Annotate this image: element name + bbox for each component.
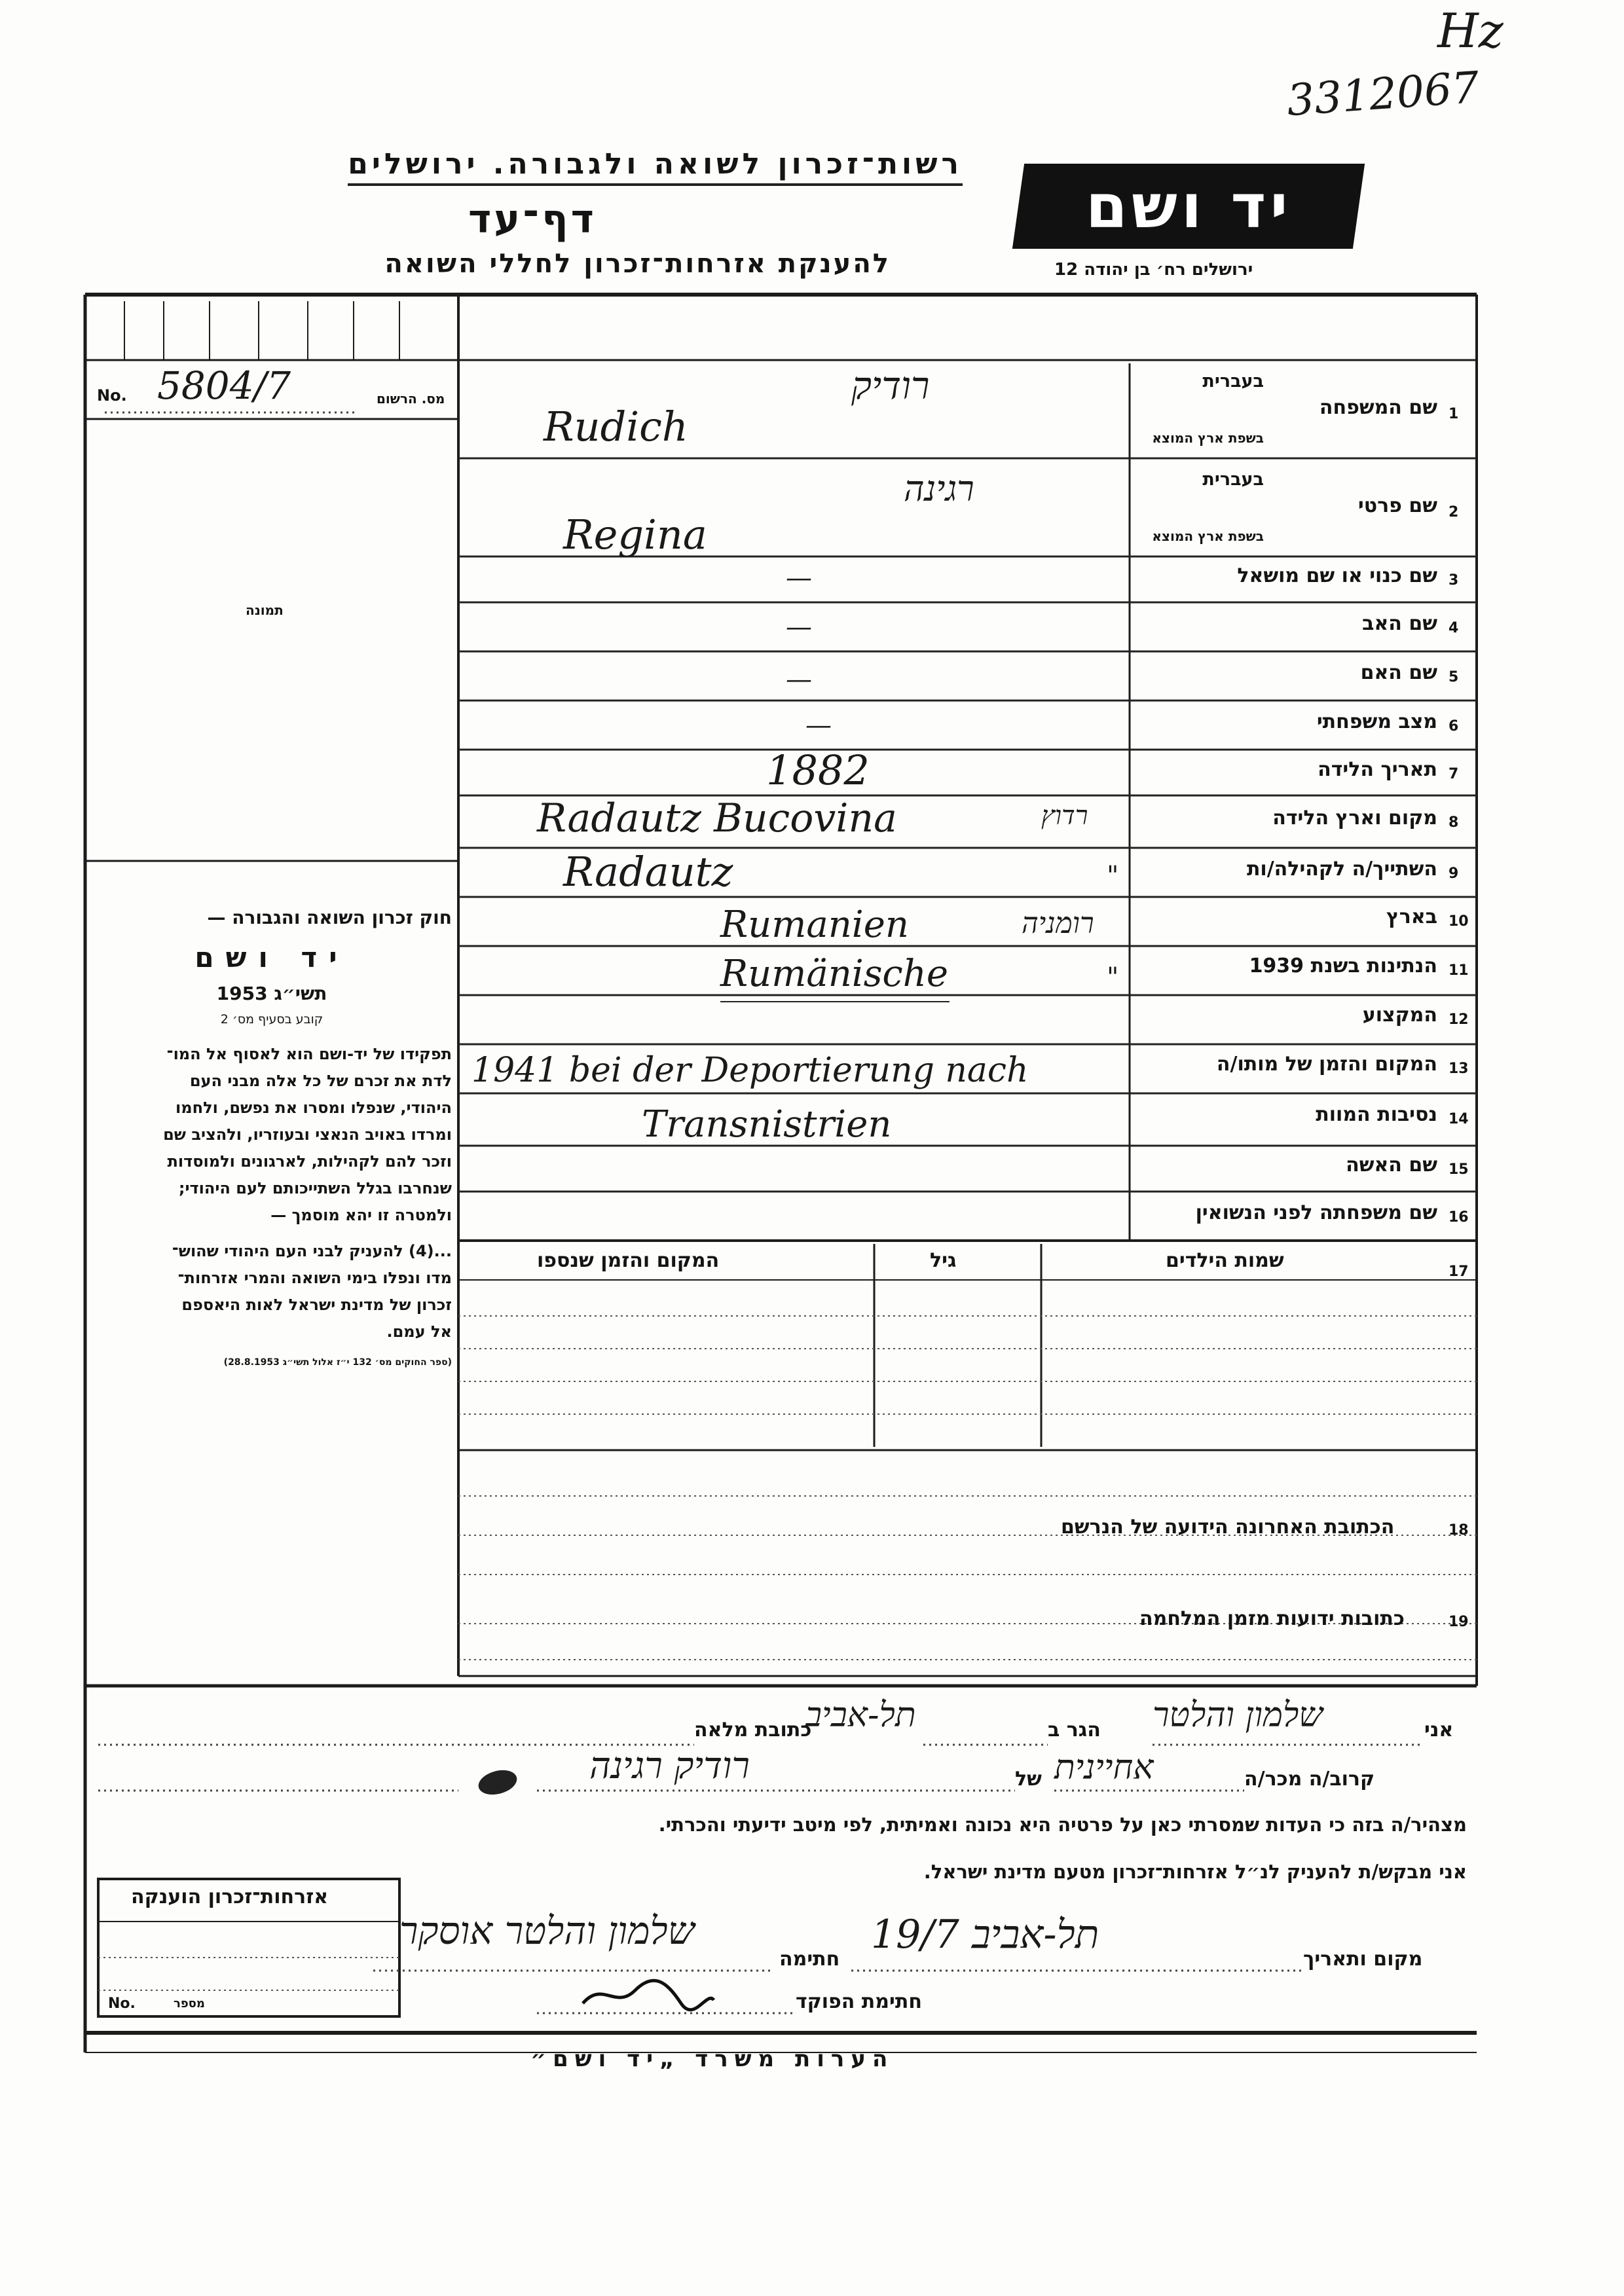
- law-clause: קובע בסעיף מס׳ 2: [220, 1012, 323, 1027]
- community-ditto: ": [1107, 861, 1119, 891]
- field-number: 7: [1449, 766, 1459, 782]
- field-label: שם האם: [1360, 661, 1437, 684]
- field-number: 6: [1449, 718, 1459, 735]
- heb-family-name: רודיק: [851, 363, 930, 408]
- registration-prefix: No.: [97, 386, 127, 405]
- children-col-place: המקום והזמן שנספו: [537, 1249, 720, 1272]
- death-circumstances-value: Transnistrien: [642, 1103, 892, 1146]
- law-line: היהודי, שנפלו ומסרו את נפשם, ולחמו: [175, 1099, 452, 1117]
- alias-value: —: [786, 563, 812, 593]
- field-number: 12: [1449, 1011, 1469, 1028]
- mother-value: —: [786, 665, 812, 695]
- address-18-num: 18: [1449, 1522, 1469, 1539]
- photo-label: תמונה: [246, 602, 284, 618]
- archive-number: 3312067: [1285, 62, 1481, 126]
- law-paragraph-2: [92, 1238, 452, 1345]
- field-label: שם המשפחה: [1319, 396, 1437, 419]
- declarant-name: שלמון והלטר: [1153, 1696, 1323, 1735]
- declaration-address-label: כתובת מלאה: [694, 1719, 812, 1741]
- field-label: המקום והזמן של מותו/ה: [1216, 1053, 1437, 1076]
- officer-signature-scribble: [576, 1977, 720, 2013]
- field-label: נסיבות המוות: [1316, 1103, 1437, 1126]
- law-line: זכרון של מדינת ישראל לאות היאספם: [181, 1296, 452, 1314]
- father-value: —: [786, 612, 812, 642]
- field-number: 10: [1449, 913, 1469, 930]
- officer-label: חתימת הפוקד: [796, 1990, 922, 2013]
- law-line: ולמטרה זו יהא מוסמך —: [270, 1206, 452, 1224]
- footer-remarks: הערות משרד „יד ושם״: [530, 2046, 895, 2072]
- law-line: לדת את זכרם של כל אלה מבני העם: [189, 1072, 452, 1090]
- declaration-statement: מצהיר/ה בזה כי העדות שמסרתי כאן על פרטיה היא נכונה ואמיתית, לפי מיטב ידיעתי והכרתי.: [658, 1813, 1467, 1836]
- field-label: מקום וארץ הלידה: [1272, 807, 1437, 829]
- field-number: 8: [1449, 814, 1459, 831]
- death-place-value: 1941 bei der Deportierung nach: [471, 1051, 1029, 1090]
- stamp-box-no-label: מספר: [174, 1997, 205, 2011]
- field-sub-hebrew: בעברית: [1202, 469, 1264, 490]
- field-label: תאריך הלידה: [1318, 758, 1437, 781]
- place-date-label: מקום ותאריך: [1303, 1948, 1423, 1971]
- field-number: 14: [1449, 1111, 1469, 1127]
- field-label: השתייך/ה לקהילה/ות: [1246, 858, 1437, 881]
- yad-vashem-logo: [1012, 164, 1365, 249]
- place-date-value: תל-אביב 19/7: [871, 1912, 1099, 1958]
- field-label: שם האב: [1362, 612, 1437, 635]
- signature-value: שלמון והלטר אוסקר: [399, 1908, 695, 1953]
- form-title: דף־עד: [468, 196, 597, 242]
- first-name-value: Regina: [563, 511, 707, 558]
- field-number: 11: [1449, 962, 1469, 979]
- field-label: הנתינות בשנת 1939: [1249, 955, 1437, 977]
- declaration-ani: אני: [1424, 1719, 1454, 1741]
- authority-title: רשות־זכרון לשואה ולגבורה. ירושלים: [348, 147, 963, 186]
- law-line: שנחרבו בגלל השתייכותם לעם היהודי;: [178, 1179, 452, 1197]
- field-number: 16: [1449, 1209, 1469, 1226]
- declarant-relation: אחיינית: [1054, 1748, 1154, 1787]
- logo-address: ירושלים רח׳ בן יהודה 12: [1054, 260, 1253, 280]
- field-number: 5: [1449, 669, 1459, 685]
- law-paragraph-1: [92, 1041, 452, 1229]
- field-sub-hebrew: בעברית: [1202, 371, 1264, 392]
- declarant-city: תל-אביב: [805, 1696, 916, 1735]
- address-19-label: כתובות ידועות מזמן המלחמה: [1139, 1607, 1405, 1630]
- country-heb: רומניה: [1022, 907, 1094, 940]
- field-number: 4: [1449, 620, 1459, 636]
- law-panel: [92, 907, 452, 1368]
- community-value: Radautz: [563, 848, 733, 896]
- citizenship-value: Rumänische: [720, 953, 949, 995]
- field-label: המקצוע: [1362, 1004, 1437, 1027]
- declaration-gar-label: הגר ב: [1048, 1719, 1101, 1741]
- field-number: 2: [1449, 504, 1459, 520]
- country-value: Rumanien: [720, 903, 909, 946]
- form-purpose: להענקת אזרחות־זכרון לחללי השואה: [384, 249, 891, 279]
- law-citation: (ספר החוקים מס׳ 132 י״ז אלול תשי״ג 28.8.1953): [223, 1357, 452, 1368]
- signature-label: חתימה: [779, 1948, 840, 1971]
- declaration-request: אני מבקש/ת להעניק לנ״ל אזרחות־זכרון מטעם מדינת ישראל.: [923, 1861, 1467, 1883]
- officer-signature-mark: [576, 1977, 720, 2013]
- address-18-label: הכתובת האחרונה הידועה של הנרשם: [1061, 1516, 1395, 1539]
- field-number: 1: [1449, 406, 1459, 422]
- law-line: אל עמם.: [386, 1322, 452, 1341]
- law-line: מדו ונפלו בימי השואה והמרי אזרחות־: [177, 1269, 452, 1287]
- field-number: 13: [1449, 1061, 1469, 1077]
- children-num: 17: [1449, 1264, 1469, 1280]
- field-label: שם כנוי או שם מושאל: [1237, 564, 1437, 587]
- law-year: תשי״ג 1953: [216, 983, 327, 1004]
- field-label: שם פרטי: [1357, 494, 1437, 517]
- declaration-of-name: רודיק רגינה: [589, 1745, 750, 1787]
- stamp-box-title: אזרחות־זכרון הוענקה: [131, 1886, 329, 1908]
- field-label: שם האשה: [1346, 1154, 1437, 1176]
- heb-first-name: רגינה: [904, 468, 974, 509]
- field-number: 15: [1449, 1161, 1469, 1178]
- registration-number: 5804/7: [157, 363, 291, 408]
- family-name-value: Rudich: [544, 403, 688, 450]
- birthdate-value: 1882: [766, 746, 870, 794]
- logo-text: יד ושם: [1085, 171, 1292, 242]
- field-label: שם משפחתה לפני הנשואין: [1195, 1201, 1437, 1224]
- stamp-box-no-prefix: No.: [108, 1995, 136, 2012]
- law-line: תפקידו של יד-ושם הוא לאסוף אל המו־: [166, 1045, 452, 1063]
- law-line: ומרדו באויב הנאצי ובעוזריו, ולהציב שם: [163, 1125, 452, 1144]
- birthplace-value: Radautz Bucovina: [537, 795, 897, 841]
- children-col-names: שמות הילדים: [1166, 1249, 1284, 1272]
- birthplace-heb: רדוץ: [1041, 801, 1088, 831]
- field-number: 3: [1449, 572, 1459, 589]
- field-sub-origin: בשפת ארץ המוצא: [1152, 430, 1264, 446]
- declaration-of-label: של: [1015, 1768, 1042, 1791]
- field-label: מצב משפחתי: [1316, 710, 1437, 733]
- field-label: בארץ: [1386, 905, 1437, 928]
- corner-code: Hz: [1437, 3, 1504, 58]
- citizenship-ditto: ": [1107, 962, 1119, 993]
- field-sub-origin: בשפת ארץ המוצא: [1152, 528, 1264, 544]
- address-19-num: 19: [1449, 1614, 1469, 1630]
- marital-value: —: [805, 710, 832, 740]
- registration-label: מס. הרשום: [377, 391, 445, 407]
- children-col-age: גיל: [930, 1249, 957, 1272]
- law-title: חוק זכרון השואה והגבורה —: [207, 907, 452, 928]
- law-line: וזכר להם לקהילות, לארגונים ולמוסדות: [167, 1152, 452, 1171]
- field-number: 9: [1449, 866, 1459, 882]
- declaration-relative-label: קרוב/ה מכר/ה: [1244, 1768, 1375, 1791]
- law-name: יד ושם: [194, 941, 349, 974]
- law-line: ...(4) להעניק לבני העם היהודי שהוש־: [172, 1242, 452, 1260]
